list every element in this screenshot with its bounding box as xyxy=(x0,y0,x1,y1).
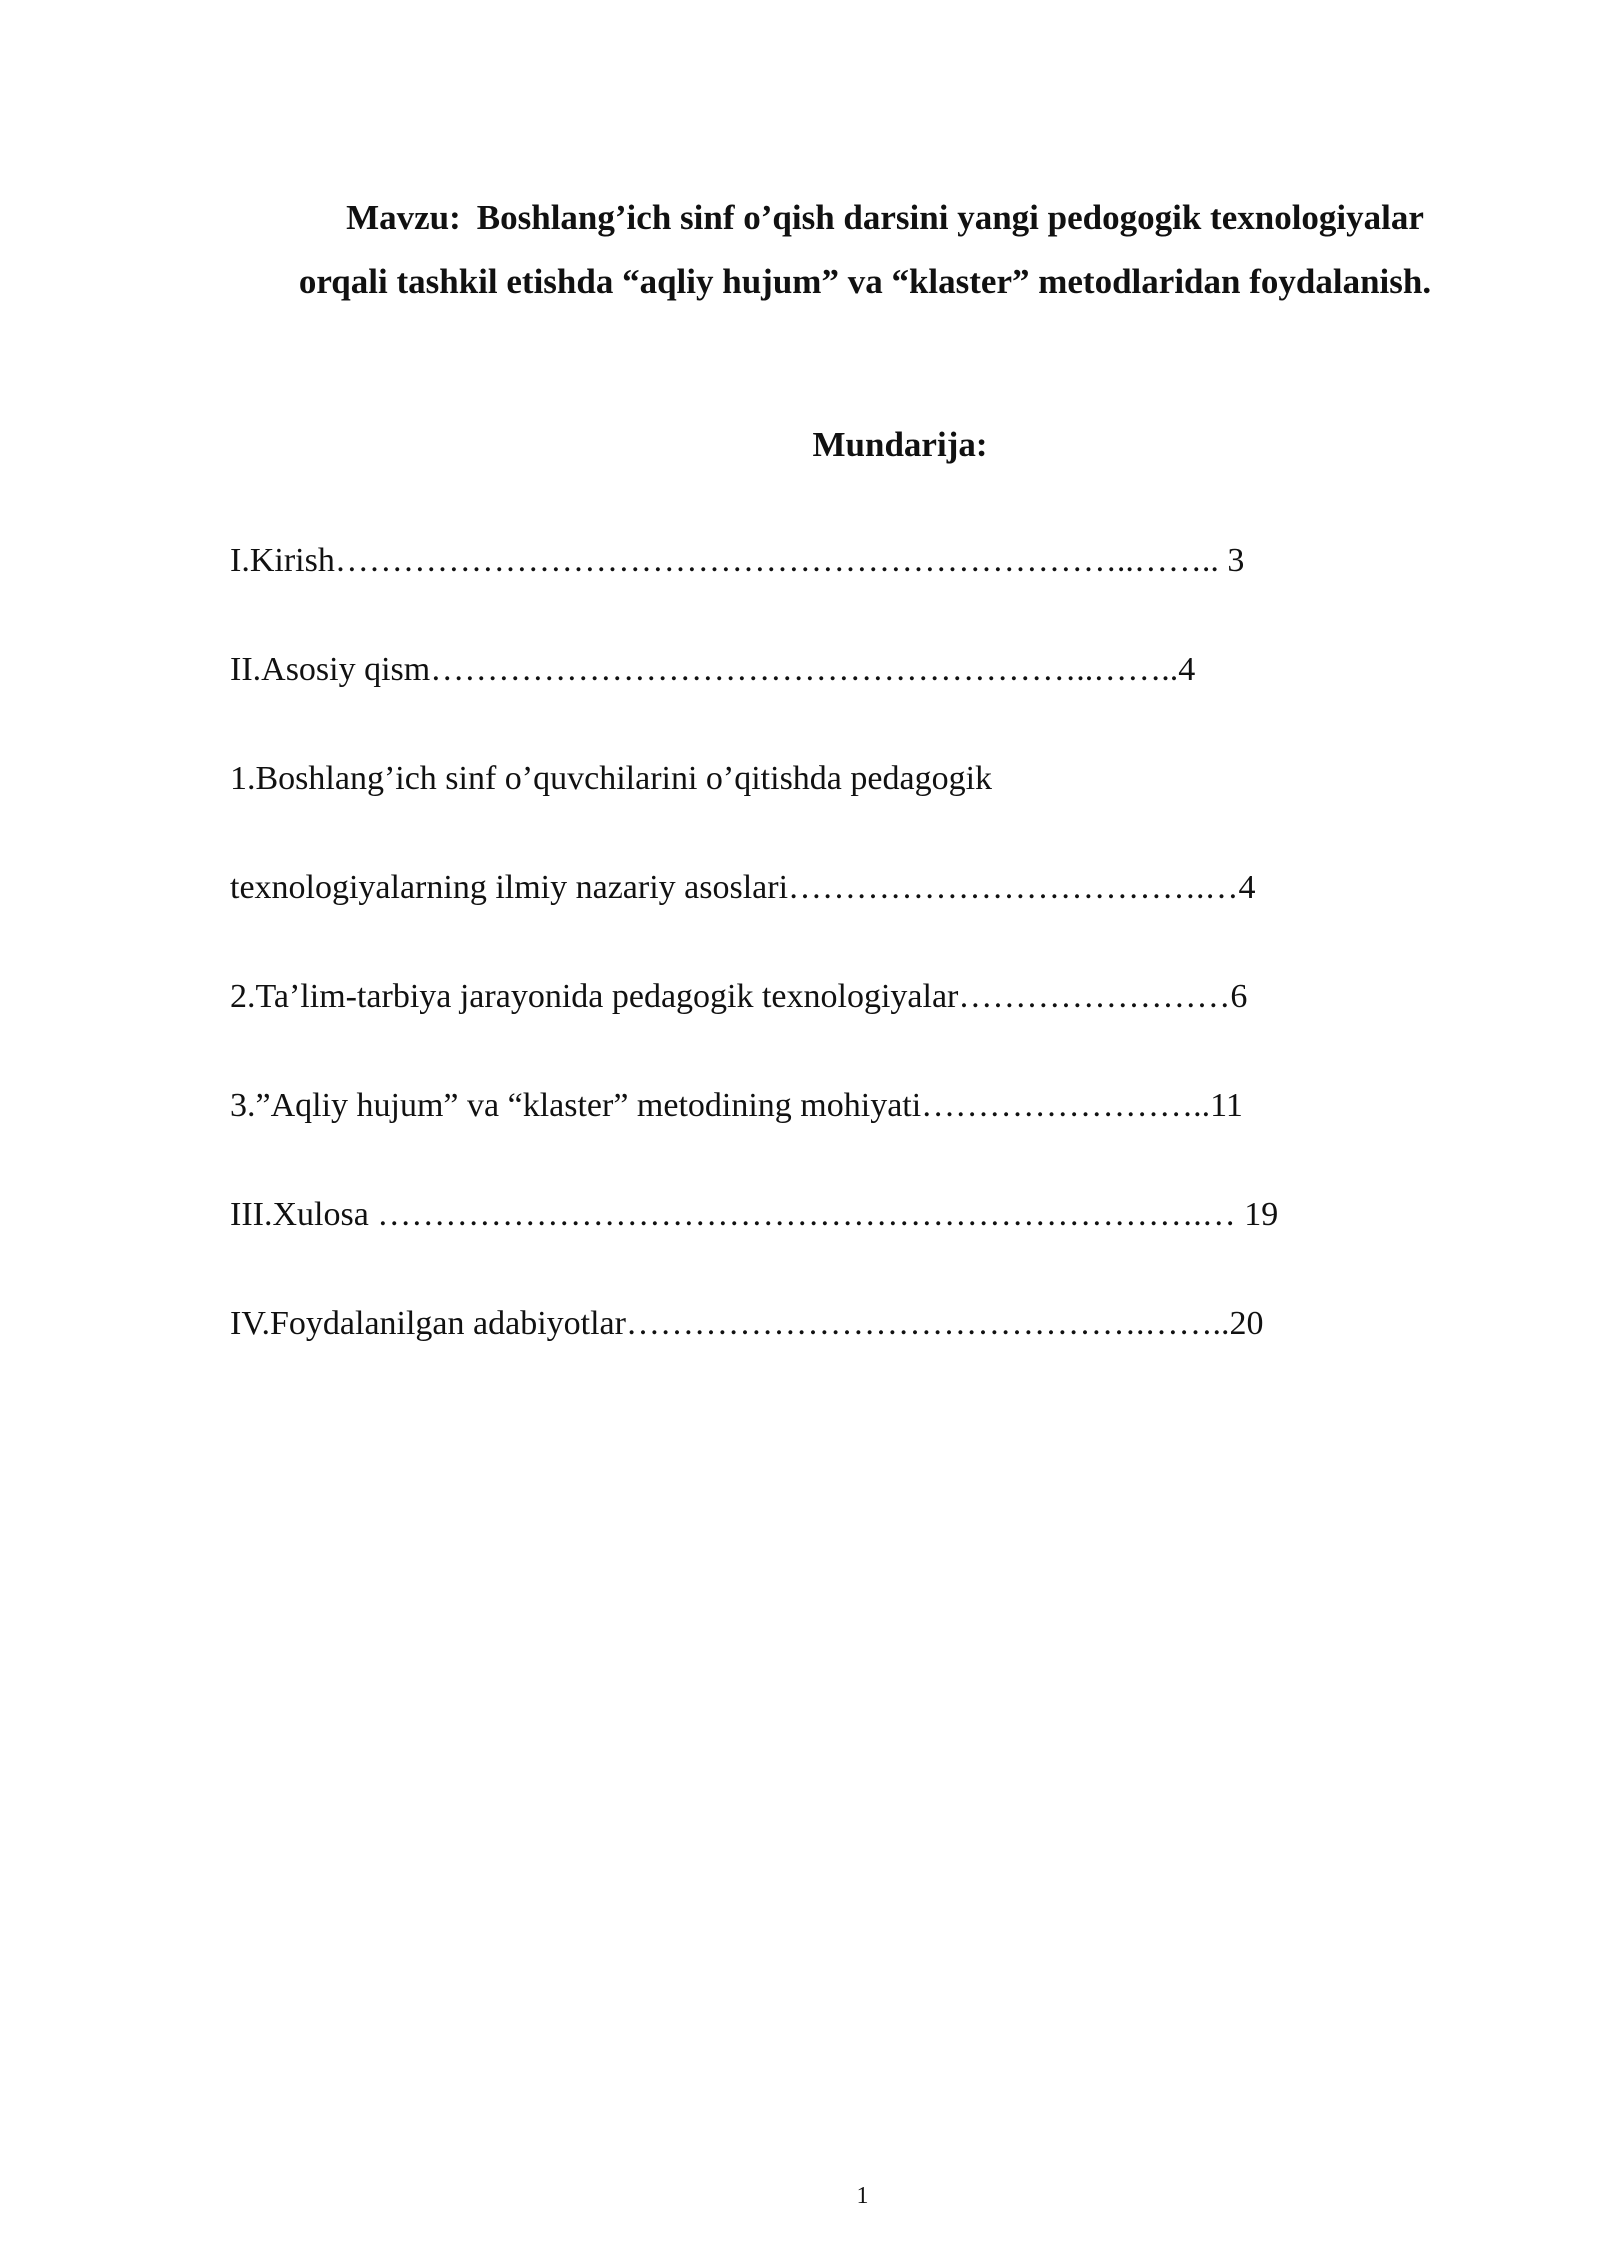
toc-entry-section-1-line-2: texnologiyalarning ilmiy nazariy asoslari……………………………….…4 xyxy=(230,869,1256,906)
toc-entry-kirish: I.Kirish……………………………………………………………..…….. 3 xyxy=(230,542,1245,579)
table-of-contents xyxy=(230,533,1430,1405)
toc-entry-section-2: 2.Ta’lim-tarbiya jarayonida pedagogik texnologiyalar……………………6 xyxy=(230,978,1248,1015)
toc-entry-asosiy-qism: II.Asosiy qism…………………………………………………..……..4 xyxy=(230,651,1196,688)
toc-entry-section-1-line-1: 1.Boshlang’ich sinf o’quvchilarini o’qitishda pedagogik xyxy=(230,760,993,797)
toc-heading: Mundarija: xyxy=(812,425,988,464)
toc-entry-adabiyotlar: IV.Foydalanilgan adabiyotlar……………………………………….……..20 xyxy=(230,1305,1264,1342)
document-title xyxy=(230,186,1500,314)
toc-entry-xulosa: III.Xulosa ……………………………………………………………….… 19 xyxy=(230,1196,1279,1233)
toc-entry-section-3: 3.”Aqliy hujum” va “klaster” metodining mohiyati……………………..11 xyxy=(230,1087,1243,1124)
title-label: Mavzu: xyxy=(346,198,461,237)
title-line-2: orqali tashkil etishda “aqliy hujum” va “klaster” metodlaridan foydalanish. xyxy=(298,262,1432,301)
title-line-1 xyxy=(230,186,1500,250)
title-text-1: Boshlang’ich sinf o’qish darsini yangi pedogogik texnologiyalar xyxy=(476,198,1424,237)
page-number: 1 xyxy=(856,2183,869,2209)
